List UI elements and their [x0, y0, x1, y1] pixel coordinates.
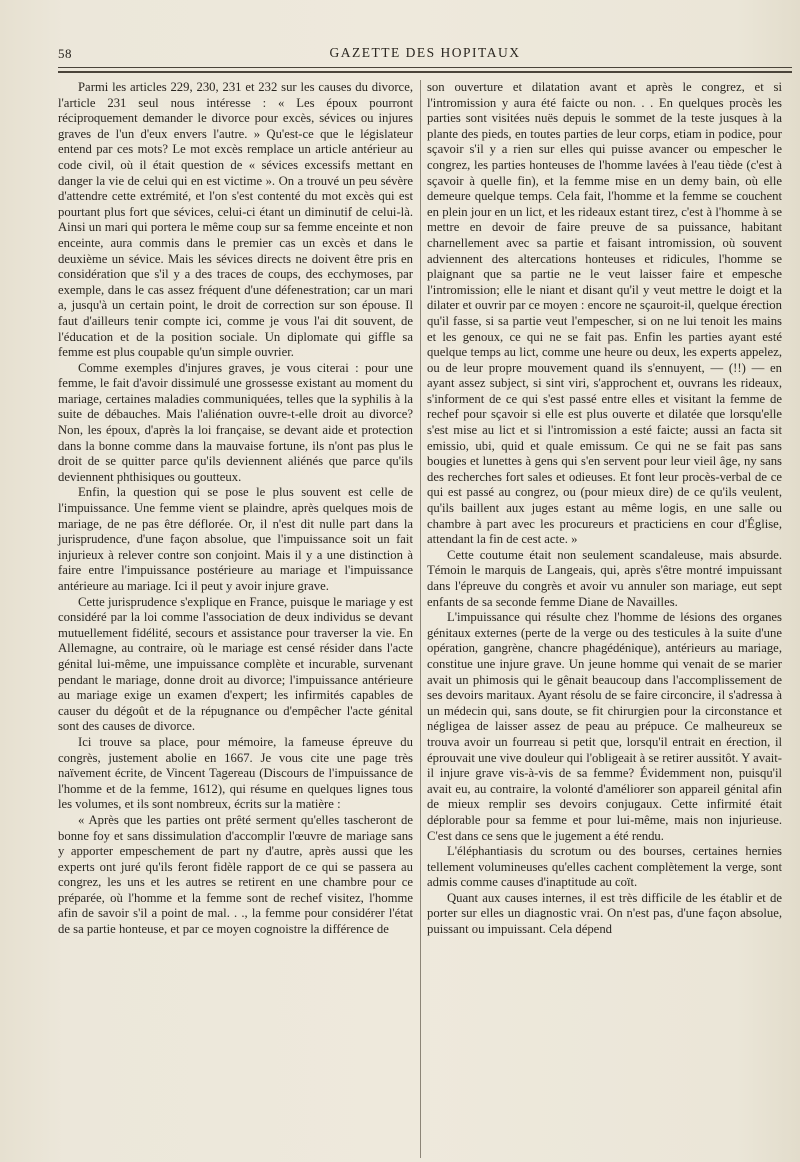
article-columns	[58, 80, 792, 1158]
paragraph: Quant aux causes internes, il est très difficile de les établir et de porter sur elles un diagnostic vrai. On n'est pas, d'une façon absolue, puissant ou impuissant. Cela dépend	[427, 890, 782, 937]
header-rule-thin	[58, 67, 792, 68]
paragraph: L'impuissance qui résulte chez l'homme de lésions des organes génitaux externes (perte de la verge ou des testicules à la suite d'une opération, gangrène, chancre phagédénique), antérieurs au mariage, constitue une injure grave. Un jeune homme qui venait de se marier avait un phimosis qui le gênait beaucoup dans l'accomplissement de ses devoirs maritaux. Ayant résolu de se faire circoncire, il s'adressa à un médecin qui, sans doute, se fit chirurgien pour la circonstance et négligea de laisser assez de peau au prépuce. Ce malheureux se trouva avoir un fourreau si petit que, lorsqu'il entrait en érection, il éprouvait une vive douleur qui l'obligeait à se retirer aussitôt. Y avait-il injure grave vis-à-vis de sa femme? Évidemment non, puisqu'il avait eu, au contraire, la volonté d'améliorer son appareil génital afin de mieux remplir ses devoirs conjugaux. Cette infirmité était déplorable pour sa femme et pour lui-même, mais non injurieuse. C'est dans ce sens que le jugement a été rendu.	[427, 610, 782, 843]
paragraph: L'éléphantiasis du scrotum ou des bourses, certaines hernies tellement volumineuses qu'elles cachent complètement la verge, sont admis comme causes d'inaptitude au coït.	[427, 844, 782, 890]
paragraph: Cette coutume était non seulement scandaleuse, mais absurde. Témoin le marquis de Langeais, qui, après s'être montré impuissant dans l'épreuve du congrès et avoir vu annuler son mariage, eut sept enfants de sa seconde femme Diane de Navailles.	[427, 547, 782, 609]
left-column	[58, 80, 413, 1158]
paragraph: Ici trouve sa place, pour mémoire, la fameuse épreuve du congrès, justement abolie en 1667. Je vous cite une page très naïvement écrite, de Vincent Tagereau (Discours de l'impuissance de l'homme et de la femme, 1612), qui résume en quelques lignes tous les volumes, et ils sont nombreux, écrits sur la matière :	[58, 734, 413, 812]
journal-title: GAZETTE DES HOPITAUX	[329, 45, 521, 60]
column-divider	[420, 80, 421, 1158]
right-column	[427, 80, 782, 1158]
paragraph: Enfin, la question qui se pose le plus souvent est celle de l'impuissance. Une femme vient se plaindre, après quelques mois de mariage, de ne pas être déflorée. Or, il n'est dit nulle part dans la jurisprudence, d'une façon absolue, que l'impuissance soit un fait injurieux à relever contre son conjoint. Mais il y a une distinction à faire entre l'impuissance postérieure au mariage et l'impuissance antérieure au mariage. Ici il peut y avoir injure grave.	[58, 485, 413, 593]
paragraph-continued: son ouverture et dilatation avant et après le congrez, et si l'intromission y aura été faicte ou non. . . En quelques procès les parties sont visitées nuës depuis le sommet de la teste jusques à la plante des pieds, en toutes parties de leur corps, etiam in podice, pour sçavoir s'il y a rien sur elles qui puisse avancer ou empescher le congrez, les parties honteuses de l'homme lavées à l'eau tiède (c'est à sçavoir à quelle fin), et la femme mise en un demy bain, où elle demeure quelque temps. Cela fait, l'homme et la femme se couchent en plein jour en un lict, et les rideaux estant tirez, c'est à l'homme à se mettre en devoir de faire preuve de sa puissance, habitant charnellement avec sa partie et faisant intromission, où souvent adviennent des altercations honteuses et ridicules, l'homme se plaignant que sa partie ne le veut laisser faire et empesche l'intromission; elle le niant et disant qu'il y veut mettre le doigt et la dilater et ouvrir par ce moyen : encore ne sçauroit-il, quelque érection qu'il fasse, si sa partie veut l'empescher, si on ne lui tenoit les mains et les genoux, ce qui ne se fait pas. Enfin les parties ayant esté quelque temps au lict, comme une heure ou deux, les experts appelez, ou de leur propre mouvement quand ils s'ennuyent, — (!!) — en ayant assez subject, si sint viri, s'approchent et, ouvrans les rideaux, s'informent de ce qui s'est passé entre elles et visitant la femme de rechef pour sçavoir si elle est plus ouverte et dilatée que lorsqu'elle s'est mise au lict et si l'intromission a esté faicte; aussi an facta sit emissio, ubi, quid et quale emissum. Ce qui ne se fait pas sans bougies et lunettes à gens qui s'en servent pour leur vieil âge, ny sans des recherches fort sales et odieuses. Et font leur procès-verbal de ce qui est passé au congrez, ou (pour mieux dire) de ce qu'ils veulent, qu'ils baillent aux juges estant au même logis, en une salle ou chambre à part avec les procureurs et practiciens en cour d'Église, attendant la fin de cest acte. »	[427, 80, 782, 547]
page-header	[58, 44, 792, 66]
paragraph: « Après que les parties ont prêté serment qu'elles tascheront de bonne foy et sans dissimulation d'accomplir l'œuvre de mariage sans y apporter empeschement de part ny d'autre, après aussi que les experts ont juré qu'ils feront fidèle rapport de ce qui se passera au congrez, les uns et les autres se retirent en une chambre pour ce préparée, où l'homme et la femme sont de rechef visitez, l'homme afin de savoir s'il a point de mal. . ., la femme pour considérer l'état de sa partie honteuse, et par ce moyen cognoistre la différence de	[58, 812, 413, 937]
paragraph: Parmi les articles 229, 230, 231 et 232 sur les causes du divorce, l'article 231 seul nous intéresse : « Les époux pourront réciproquement demander le divorce pour excès, sévices ou injures graves de l'un d'eux envers l'autre. » Qu'est-ce que le législateur entend par ces mots? Le mot excès remplace un article antérieur au code civil, où il était question de « sévices excessifs mettant en danger la vie de celui qui en est victime ». On a trouvé un peu sévère d'attendre cette extrémité, et l'on s'est contenté du mot excès qui est pourtant plus fort que sévices, celui-ci étant un diminutif de celui-là. Ainsi un mari qui portera le même coup sur sa femme enceinte et non enceinte, aura commis dans le premier cas un excès et dans le deuxième un sévice. Mais les sévices directs ne doivent être pris en considération que s'il y a des traces de coups, des ecchymoses, par exemple, dans le cas assez fréquent d'une défenestration; car un mari a, jusqu'à un certain point, le droit de correction sur son épouse. Il faut d'ailleurs tenir compte ici, comme je vous l'ai dit souvent, de l'éducation et de la position sociale. Un diplomate qui giffle sa femme est plus coupable qu'un simple ouvrier.	[58, 80, 413, 360]
paragraph: Cette jurisprudence s'explique en France, puisque le mariage y est considéré par la loi comme l'association de deux individus se devant mutuellement fidélité, secours et assistance pour traverser la vie. En Allemagne, au contraire, où le mariage est censé résider dans l'acte génital lui-même, une impuissance complète et incurable, survenant pendant le mariage, donne droit au divorce; l'impuissance antérieure au mariage exige un examen d'expert; les infirmités capables de causer du dégoût et de la répugnance ou d'empêcher l'acte génital sont des causes de divorce.	[58, 594, 413, 734]
page-number: 58	[58, 46, 72, 61]
paragraph: Comme exemples d'injures graves, je vous citerai : pour une femme, le fait d'avoir dissimulé une grossesse existant au moment du mariage, certaines maladies communiquées, telles que la syphilis à la suite de débauches. Mais l'aliénation ouvre-t-elle droit au divorce? Non, les époux, d'après la loi française, se devant aide et protection dans la bonne comme dans la mauvaise fortune, ils n'ont pas plus le droit de se quitter parce qu'ils deviennent aliénés que parce qu'ils deviennent phthisiques ou goutteux.	[58, 360, 413, 484]
header-rule-thick	[58, 71, 792, 73]
